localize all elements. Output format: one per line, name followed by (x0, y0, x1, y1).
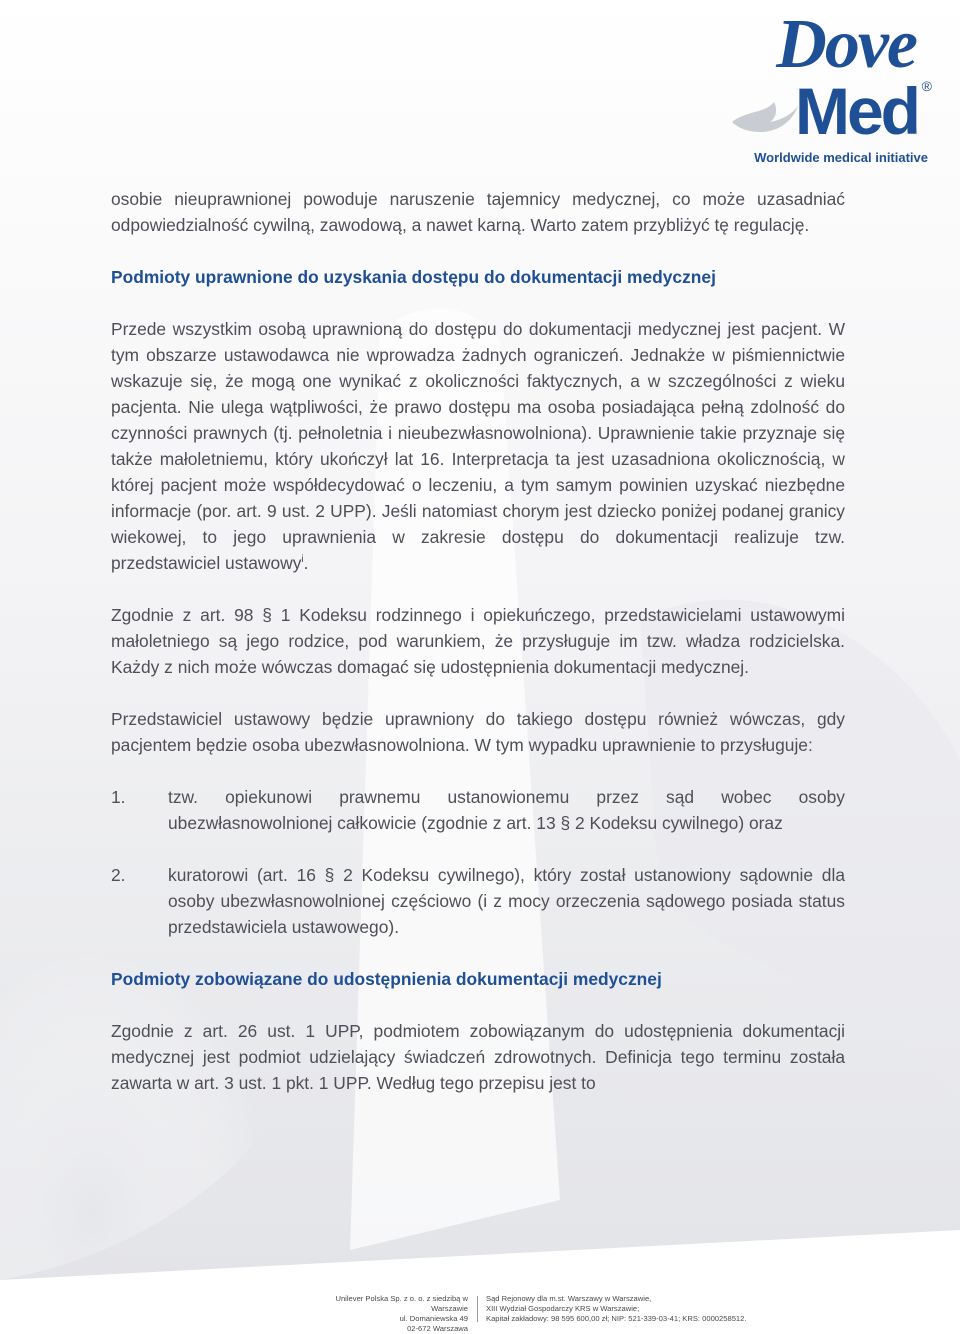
footer-company-name: Unilever Polska Sp. z o. o. z siedzibą w Warszawie (335, 1294, 468, 1313)
paragraph-legal-representative: Przedstawiciel ustawowy będzie uprawniony do takiego dostępu również wówczas, gdy pacjentem będzie osoba ubezwłasnowolniona. W tym wypadku uprawnienie to przysługuje: (111, 709, 845, 755)
list-item-text: tzw. opiekunowi prawnemu ustanowionemu przez sąd wobec osoby ubezwłasnowolnionej całkowicie (zgodnie z art. 13 § 2 Kodeksu cywilnego) oraz (168, 787, 845, 833)
footer-registration (486, 1294, 746, 1324)
list-item-number: 1. (111, 787, 126, 807)
paragraph-patient-access-end: . (303, 553, 309, 573)
list-item (111, 784, 845, 836)
logo-dove-text: Dove (776, 6, 916, 83)
paragraph-obligated-entity: Zgodnie z art. 26 ust. 1 UPP, podmiotem zobowiązanym do udostępnienia dokumentacji medycznej jest podmiot udzielający świadczeń zdrowotnych. Definicja tego terminu została zawarta w art. 3 ust. 1 pkt. 1 UPP. Według tego przepisu jest to (111, 1021, 845, 1093)
heading-entitled-entities: Podmioty uprawnione do uzyskania dostępu do dokumentacji medycznej (111, 267, 716, 287)
footer-krs-division: XIII Wydział Gospodarczy KRS w Warszawie; (486, 1304, 640, 1313)
footer-divider (477, 1296, 478, 1322)
footnote-marker: i (301, 554, 304, 566)
logo-tagline: Worldwide medical initiative (754, 150, 928, 165)
document-body (111, 186, 845, 1096)
footer-capital-nip-krs: Kapitał zakładowy: 98 595 600,00 zł; NIP: 521-339-03-41; KRS: 0000258512. (486, 1314, 747, 1323)
footer-company-address (318, 1294, 468, 1334)
logo-med-text: Med (795, 74, 918, 148)
footer-street: ul. Domaniewska 49 (399, 1314, 468, 1323)
paragraph-parents: Zgodnie z art. 98 § 1 Kodeksu rodzinnego i opiekuńczego, przedstawicielami ustawowymi małoletniego są jego rodzice, pod warunkiem, że przysługuje im tzw. władza rodzicielska. Każdy z nich może wówczas domagać się udostępnienia dokumentacji medycznej. (111, 605, 845, 677)
list-item (111, 862, 845, 940)
paragraph-intro: osobie nieuprawnionej powoduje naruszenie tajemnicy medycznej, co może uzasadniać odpowiedzialność cywilną, zawodową, a nawet karną. Warto zatem przybliżyć tę regulację. (111, 189, 845, 235)
paragraph-patient-access-text: Przede wszystkim osobą uprawnioną do dostępu do dokumentacji medycznej jest pacjent. W tym obszarze ustawodawca nie wprowadza żadnych ograniczeń. Jednakże w piśmiennictwie wskazuje się, że mogą one wynikać z okoliczności faktycznych, a w szczególności z wieku pacjenta. Nie ulega wątpliwości, że prawo dostępu ma osoba posiadająca pełną zdolność do czynności prawnych (tj. pełnoletnia i nieubezwłasnowolniona). Uprawnienie takie przyznaje się także małoletniemu, który ukończył lat 16. Interpretacja ta jest uzasadniona okolicznością, w której pacjent może współdecydować o leczeniu, a tym samym powinien uzyskać niezbędne informacje (por. art. 9 ust. 2 UPP). Jeśli natomiast chorym jest dziecko poniżej podanej granicy wiekowej, to jego uprawnienia w zakresie dostępu do dokumentacji realizuje tzw. przedstawiciel ustawowy (111, 319, 845, 573)
registered-mark: ® (921, 78, 932, 94)
list-item-text: kuratorowi (art. 16 § 2 Kodeksu cywilnego), który został ustanowiony sądownie dla osoby ubezwłasnowolnionej częściowo (i z mocy orzeczenia sądowego posiada status przedstawiciela ustawowego). (168, 865, 845, 937)
page-footer (0, 1294, 960, 1333)
paragraph-patient-access (111, 316, 845, 576)
dovemed-logo (712, 8, 932, 168)
footer-city: 02-672 Warszawa (407, 1324, 468, 1333)
heading-obligated-entities: Podmioty zobowiązane do udostępnienia dokumentacji medycznej (111, 969, 662, 989)
dove-bird-icon (730, 92, 800, 136)
list-item-number: 2. (111, 865, 126, 885)
footer-court: Sąd Rejonowy dla m.st. Warszawy w Warszawie, (486, 1294, 652, 1303)
